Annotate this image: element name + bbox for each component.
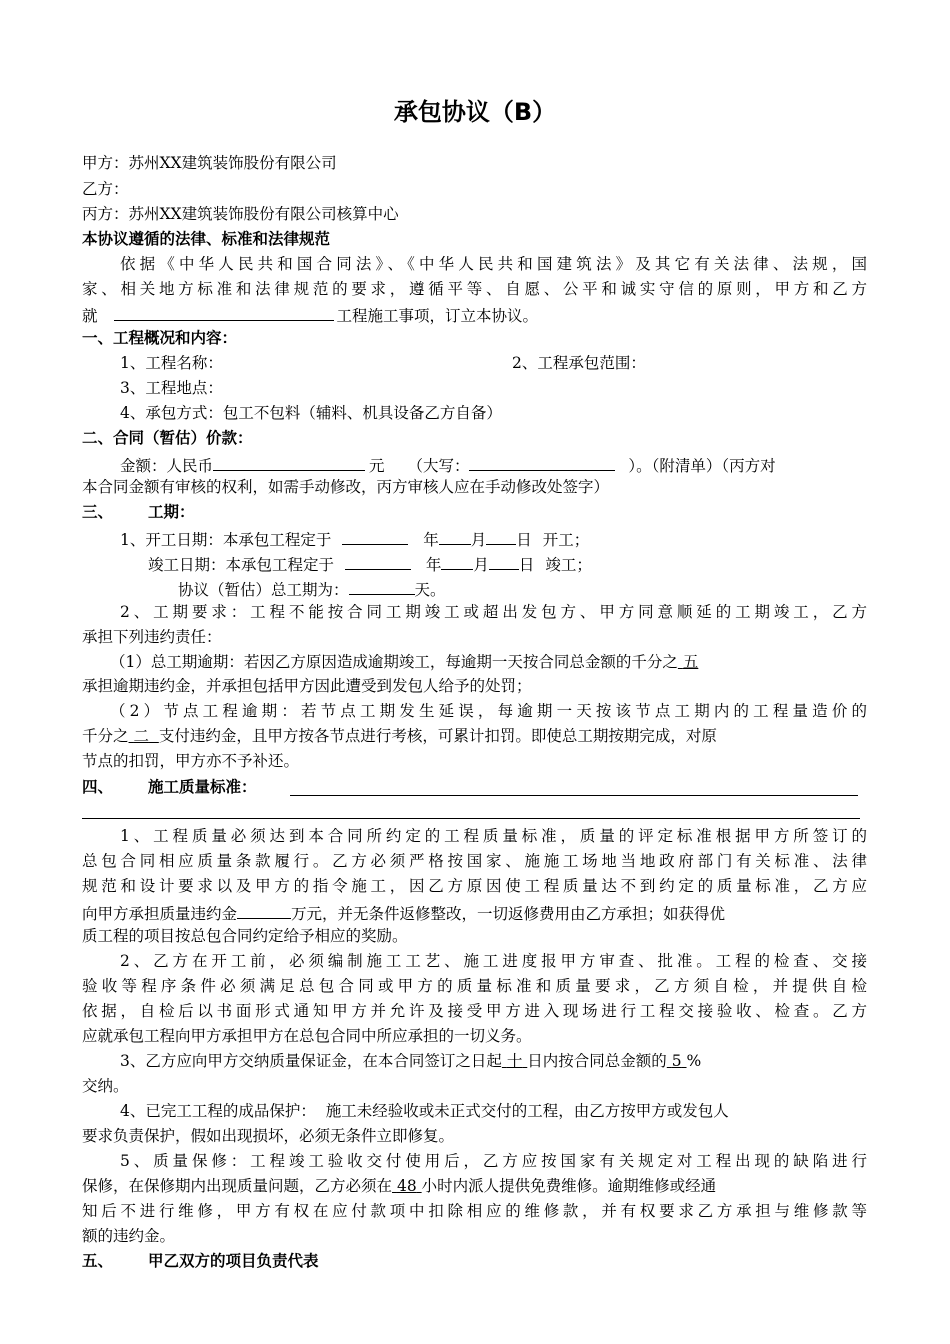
deposit-days	[502, 1052, 527, 1070]
amount-words-label: （大写：	[407, 457, 470, 475]
project-scope-label: 2、工程承包范围：	[512, 354, 646, 372]
year-label: 年	[423, 531, 439, 549]
amount-input-blank[interactable]	[213, 452, 365, 471]
penalty-1-text: （1）总工期逾期：若因乙方原因造成逾期竣工，每逾期一天按合同总金额的千分之	[110, 653, 678, 671]
total-duration-blank[interactable]	[349, 576, 415, 595]
amount-line	[120, 452, 880, 477]
start-tail: 开工；	[542, 531, 590, 549]
day-label: 日	[518, 556, 535, 574]
warranty-hours	[392, 1177, 422, 1195]
page-title: 承包协议（B）	[393, 98, 557, 126]
intro-line-1: 依据《中华人民共和国合同法》、《中华人民共和国建筑法》及其它有关法律、法规，国	[120, 255, 867, 273]
penalty-2-line: （2）节点工程逾期：若节点工期发生延误，每逾期一天按该节点工期内的工程量造价的	[110, 702, 867, 720]
total-duration-label: 协议（暂估）总工期为：	[178, 581, 349, 599]
deposit-percent	[667, 1052, 687, 1070]
start-day-blank[interactable]	[486, 526, 516, 545]
schedule-req-line-1: 2、工期要求：工程不能按合同工期竣工或超出发包方、甲方同意顺延的工期竣工，乙方	[120, 603, 867, 621]
penalty-2-text: 支付违约金，且甲方按各节点进行考核，可累计扣罚。即使总工期按期完成，对原	[158, 727, 717, 745]
penalty-1-number: 五	[682, 653, 699, 671]
start-date-line	[120, 526, 910, 551]
quality-5-line-2	[82, 1175, 867, 1197]
schedule-req-line-2: 承担下列违约责任：	[82, 628, 222, 646]
project-place-label: 3、工程地点：	[120, 379, 223, 397]
intro-heading: 本协议遵循的法律、标准和法律规范	[82, 230, 331, 248]
quality-4-line-1: 4、已完工工程的成品保护： 施工未经验收或未正式交付的工程，由乙方按甲方或发包人	[120, 1102, 729, 1120]
end-year-blank[interactable]	[345, 551, 411, 570]
penalty-2-value	[129, 727, 159, 745]
section-3-title: 工期：	[148, 503, 195, 521]
month-label: 月	[470, 531, 487, 549]
month-label: 月	[473, 556, 489, 574]
section-1-heading: 一、工程概况和内容：	[82, 329, 238, 347]
quality-2-line-2: 验收等程序条件必须满足总包合同或甲方的质量标准和质量要求，乙方须自检，并提供自检	[82, 977, 867, 995]
intro-line-3-prefix: 就	[82, 307, 98, 325]
quality-1-line-3: 规范和设计要求以及甲方的指令施工，因乙方原因使工程质量达不到约定的质量标准，乙方应	[82, 877, 867, 895]
amount-note-line-2: 本合同金额有审核的权利，如需手动修改，丙方审核人应在手动修改处签字）	[82, 478, 610, 496]
amount-unit: 元	[369, 457, 385, 475]
quality-5-line-3: 知后不进行维修，甲方有权在应付款项中扣除相应的维修款，并有权要求乙方承担与维修款等	[82, 1202, 867, 1220]
quality-4-line-2: 要求负责保护，假如出现损坏，必须无条件立即修复。	[82, 1127, 455, 1145]
penalty-1-line	[110, 651, 867, 673]
start-year-blank[interactable]	[342, 526, 408, 545]
quality-2-line-3: 依据，自检后以书面形式通知甲方并允许及接受甲方进入现场进行工程交接验收、检查。乙方	[82, 1002, 867, 1020]
penalty-2-number: 二	[133, 727, 149, 745]
project-name-blank[interactable]	[114, 302, 334, 321]
section-5-heading	[82, 1250, 872, 1272]
start-date-label: 1、开工日期：本承包工程定于	[120, 531, 332, 549]
quality-1-line-4	[82, 900, 867, 925]
section-3-number: 三、	[82, 503, 114, 521]
intro-line-3	[82, 302, 872, 327]
quality-2-line-1: 2、乙方在开工前，必须编制施工工艺、施工进度报甲方审查、批准。工程的检查、交接	[120, 952, 867, 970]
day-label: 日	[516, 531, 532, 549]
quality-penalty-label: 向甲方承担质量违约金	[82, 905, 238, 923]
deposit-days-number: 十	[506, 1052, 523, 1070]
end-date-line	[148, 551, 938, 576]
deposit-text-a: 3、乙方应向甲方交纳质量保证金，在本合同签订之日起	[120, 1052, 502, 1070]
contract-mode: 4、承包方式：包工不包料（辅料、机具设备乙方自备）	[120, 404, 502, 422]
warranty-hours-number: 48	[396, 1177, 417, 1195]
year-label: 年	[425, 556, 442, 574]
quality-1-line-2: 总包合同相应质量条款履行。乙方必须严格按国家、施施工场地当地政府部门有关标准、法律	[82, 852, 867, 870]
warranty-text-b: 小时内派人提供免费维修。逾期维修或经通	[421, 1177, 717, 1195]
quality-penalty-blank[interactable]	[237, 900, 291, 919]
intro-line-2: 家、相关地方标准和法律规范的要求，遵循平等、自愿、公平和诚实守信的原则，甲方和乙方	[82, 280, 867, 298]
section-3-heading	[82, 501, 872, 523]
penalty-2-line-3: 节点的扣罚，甲方亦不予补还。	[82, 752, 300, 770]
total-duration-line	[178, 576, 950, 601]
end-day-blank[interactable]	[489, 551, 519, 570]
penalty-1-value	[678, 653, 698, 671]
end-month-blank[interactable]	[441, 551, 473, 570]
section-4-title: 施工质量标准：	[148, 778, 257, 796]
start-month-blank[interactable]	[439, 526, 471, 545]
deposit-text-b: 日内按合同总金额的	[527, 1052, 667, 1070]
penalty-1-line-2: 承担逾期违约金，并承担包括甲方因此遭受到发包人给予的处罚；	[82, 677, 532, 695]
quality-3-line-1	[120, 1050, 867, 1072]
quality-1-line-1: 1、工程质量必须达到本合同所约定的工程质量标准，质量的评定标准根据甲方所签订的	[120, 827, 867, 845]
amount-words-blank[interactable]	[469, 452, 615, 471]
project-name-label: 1、工程名称：	[120, 354, 223, 372]
end-date-label: 竣工日期：本承包工程定于	[148, 556, 335, 574]
section-5-title: 甲乙双方的项目负责代表	[148, 1252, 319, 1270]
quality-5-line-4: 额的违约金。	[82, 1227, 176, 1245]
penalty-2-line-2	[82, 725, 867, 747]
penalty-2-prefix: 千分之	[82, 727, 129, 745]
quality-standard-blank-2[interactable]	[82, 818, 860, 819]
deposit-percent-number: 5	[671, 1052, 682, 1070]
section-5-number: 五、	[82, 1252, 114, 1270]
quality-2-line-4: 应就承包工程向甲方承担甲方在总包合同中所应承担的一切义务。	[82, 1027, 532, 1045]
amount-label: 金额：人民币	[120, 457, 214, 475]
section-2-heading: 二、合同（暂估）价款：	[82, 429, 253, 447]
quality-5-line-1: 5、质量保修：工程竣工验收交付使用后，乙方应按国家有关规定对工程出现的缺陷进行	[120, 1152, 867, 1170]
quality-3-line-2: 交纳。	[82, 1077, 129, 1095]
quality-penalty-text: 万元，并无条件返修整改，一切返修费用由乙方承担；如获得优	[291, 905, 726, 923]
section-4-number: 四、	[82, 778, 114, 796]
end-tail: 竣工；	[545, 556, 592, 574]
warranty-text-a: 保修，在保修期内出现质量问题，乙方必须在	[82, 1177, 393, 1195]
party-bing: 丙方：苏州XX建筑装饰股份有限公司核算中心	[82, 205, 399, 223]
quality-1-line-5: 质工程的项目按总包合同约定给予相应的奖励。	[82, 927, 408, 945]
party-jia: 甲方：苏州XX建筑装饰股份有限公司	[82, 154, 337, 172]
party-yi: 乙方：	[82, 180, 129, 198]
quality-standard-blank-1[interactable]	[290, 795, 858, 796]
days-label: 天。	[414, 581, 446, 599]
intro-line-3-suffix: 工程施工事项，订立本协议。	[336, 307, 538, 325]
amount-note: ）。（附清单）（丙方对	[628, 457, 776, 475]
percent-sign: %	[686, 1052, 702, 1070]
